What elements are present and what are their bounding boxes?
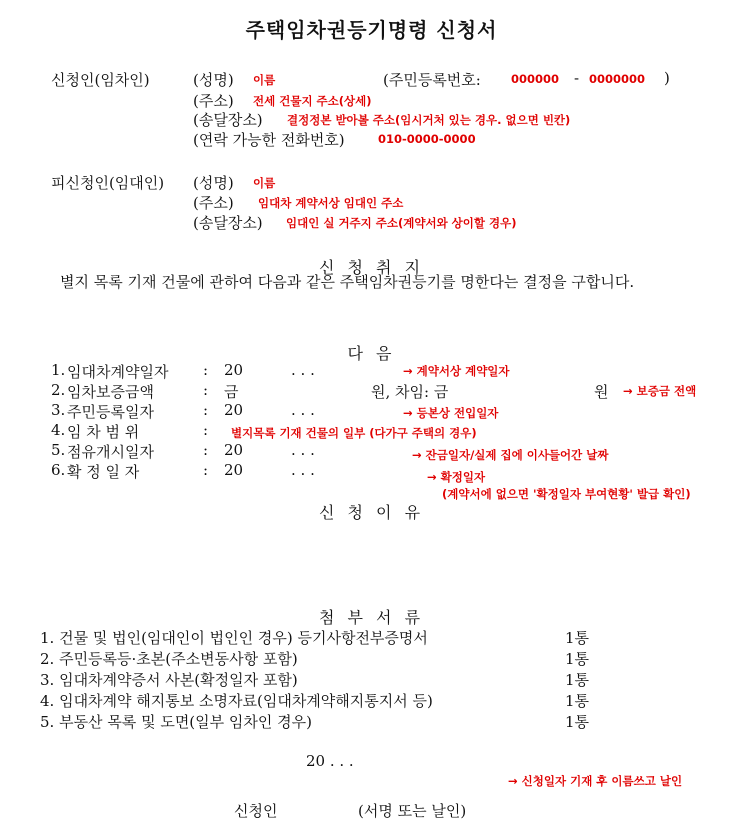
detail-num: 6. [51, 461, 66, 479]
signature-note: (서명 또는 날인) [358, 802, 467, 820]
detail-note: → 확정일자 [427, 470, 486, 484]
detail-rent-label: 원, 차임: 금 [371, 383, 449, 401]
detail-label-lease-scope: 임 차 범 위 [67, 423, 140, 441]
detail-value: 금 [224, 383, 239, 401]
detail-colon: : [203, 361, 209, 379]
detail-label-fixed-date: 확 정 일 자 [67, 463, 140, 481]
detail-colon: : [203, 461, 209, 479]
applicant-delivery-label: (송달장소) [193, 111, 263, 129]
purpose-heading: 신 청 취 지 [318, 258, 425, 277]
respondent-name-label: (성명) [193, 174, 234, 192]
application-date: 20 . . . [306, 752, 354, 770]
detail-won: 원 [594, 383, 609, 401]
detail-colon: : [203, 441, 209, 459]
detail-note: → 등본상 전입일자 [403, 406, 499, 420]
detail-label-contract-date: 임대차계약일자 [67, 363, 169, 381]
detail-label-occupancy-date: 점유개시일자 [67, 443, 154, 461]
applicant-phone-label: (연락 가능한 전화번호) [193, 131, 345, 149]
attachment-qty: 1통 [565, 713, 590, 731]
detail-label-deposit: 임차보증금액 [67, 383, 154, 401]
detail-num: 5. [51, 441, 66, 459]
attachment-item: 2. 주민등록등·초본(주소변동사항 포함) [40, 650, 298, 668]
attachment-qty: 1통 [565, 671, 590, 689]
detail-dots: . . . [291, 461, 315, 479]
attachment-item: 4. 임대차계약 해지통보 소명자료(임대차계약해지통지서 등) [40, 692, 433, 710]
reason-heading: 신 청 이 유 [318, 503, 425, 522]
applicant-address-value: 전세 건물지 주소(상세) [253, 94, 372, 108]
attachment-item: 1. 건물 및 법인(임대인이 법인인 경우) 등기사항전부증명서 [40, 629, 428, 647]
detail-note: → 보증금 전액 [623, 384, 697, 398]
details-heading: 다 음 [347, 344, 396, 363]
detail-num: 4. [51, 421, 66, 439]
applicant-rrn-back: 0000000 [589, 72, 646, 86]
detail-note: → 잔금일자/실제 집에 이사들어간 날짜 [412, 448, 609, 462]
applicant-delivery-value: 결정정본 받아볼 주소(임시거처 있는 경우. 없으면 빈칸) [287, 113, 571, 127]
purpose-text: 별지 목록 기재 건물에 관하여 다음과 같은 주택임차권등기를 명한다는 결정을 구합니다. [60, 273, 635, 291]
detail-value: 20 [224, 441, 244, 459]
detail-num: 2. [51, 381, 66, 399]
applicant-name-label: (성명) [193, 71, 234, 89]
respondent-label: 피신청인(임대인) [51, 174, 165, 192]
signer-label: 신청인 [234, 802, 278, 820]
applicant-name-value: 이름 [253, 73, 276, 87]
attachment-qty: 1통 [565, 692, 590, 710]
detail-value: 20 [224, 361, 244, 379]
respondent-name-value: 이름 [253, 176, 276, 190]
attachment-qty: 1통 [565, 650, 590, 668]
attachment-item: 3. 임대차계약증서 사본(확정일자 포함) [40, 671, 298, 689]
respondent-address-value: 임대차 계약서상 임대인 주소 [258, 196, 404, 210]
detail-note: 별지목록 기재 건물의 일부 (다가구 주택의 경우) [231, 426, 477, 440]
detail-colon: : [203, 401, 209, 419]
attachment-item: 5. 부동산 목록 및 도면(일부 임차인 경우) [40, 713, 312, 731]
applicant-phone-value: 010-0000-0000 [378, 132, 476, 146]
attachment-qty: 1통 [565, 629, 590, 647]
detail-dots: . . . [291, 401, 315, 419]
respondent-address-label: (주소) [193, 194, 234, 212]
applicant-label: 신청인(임차인) [51, 71, 150, 89]
detail-dots: . . . [291, 361, 315, 379]
application-date-note: → 신청일자 기재 후 이름쓰고 날인 [508, 774, 683, 788]
applicant-rrn-close: ) [664, 69, 670, 87]
detail-num: 1. [51, 361, 66, 379]
respondent-delivery-value: 임대인 실 거주지 주소(계약서와 상이할 경우) [286, 216, 517, 230]
detail-num: 3. [51, 401, 66, 419]
detail-label-resident-date: 주민등록일자 [67, 403, 154, 421]
detail-value: 20 [224, 401, 244, 419]
applicant-rrn-dash: - [574, 69, 580, 87]
detail-colon: : [203, 381, 209, 399]
detail-dots: . . . [291, 441, 315, 459]
attachments-heading: 첨 부 서 류 [318, 608, 425, 627]
applicant-rrn-label: (주민등록번호: [383, 71, 481, 89]
applicant-rrn-front: 000000 [511, 72, 560, 86]
detail-note-secondary: (계약서에 없으면 '확정일자 부여현황' 발급 확인) [442, 487, 691, 501]
detail-colon: : [203, 421, 209, 439]
detail-note: → 계약서상 계약일자 [403, 364, 510, 378]
respondent-delivery-label: (송달장소) [193, 214, 263, 232]
document-title: 주택임차권등기명령 신청서 [245, 18, 498, 42]
detail-value: 20 [224, 461, 244, 479]
applicant-address-label: (주소) [193, 92, 234, 110]
